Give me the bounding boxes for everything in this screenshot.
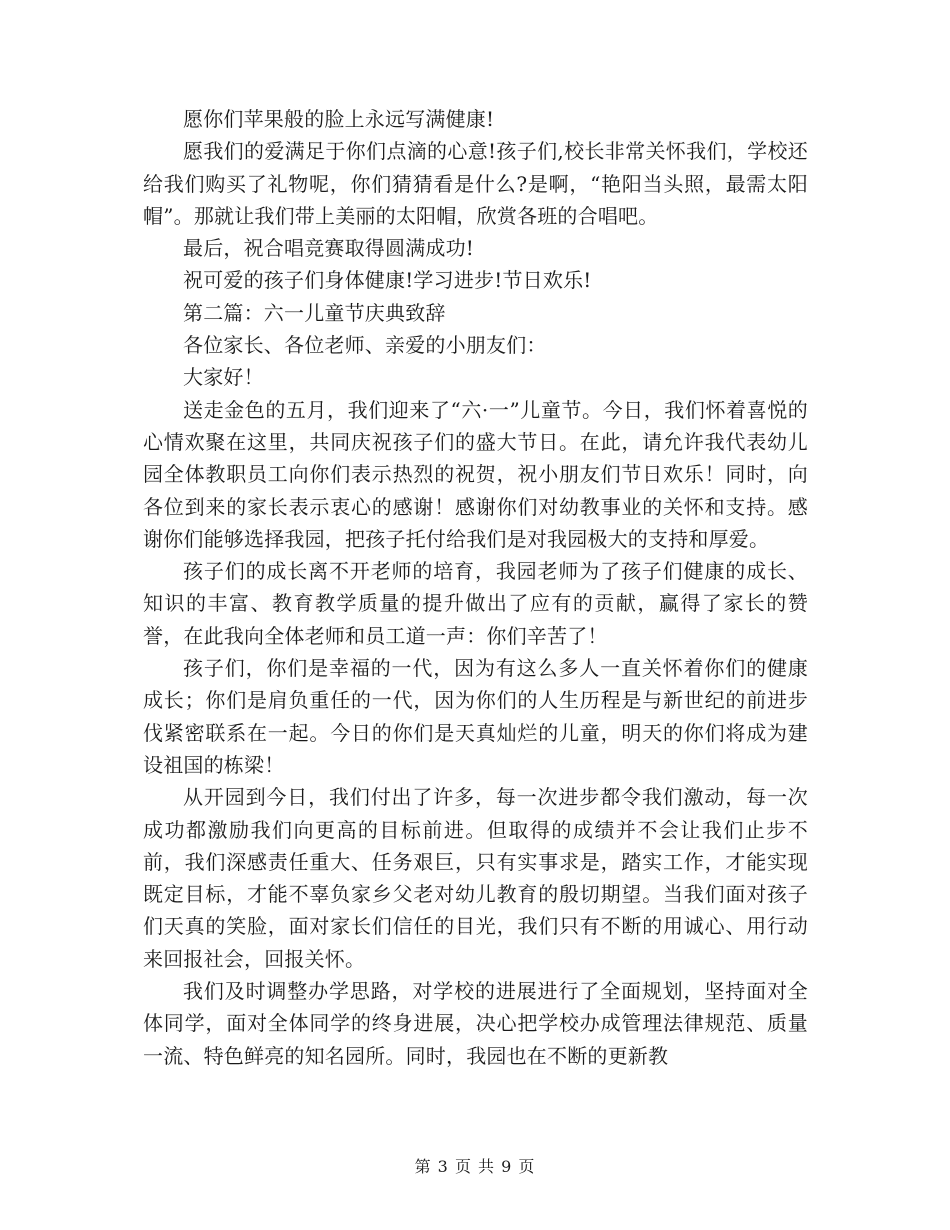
section-heading: 第二篇：六一儿童节庆典致辞 bbox=[183, 300, 446, 325]
paragraph: 孩子们，你们是幸福的一代，因为有这么多人一直关怀着你们的健康成长；你们是肩负重任的一代，因为你们的人生历程是与新世纪的前进步伐紧密联系在一起。今日的你们是天真灿烂的儿童，明天的你们将成为建设祖国的栋梁！ bbox=[143, 656, 808, 777]
greeting: 大家好！ bbox=[183, 365, 264, 390]
document-body bbox=[143, 103, 808, 1072]
paragraph: 最后，祝合唱竞赛取得圆满成功! bbox=[183, 236, 475, 261]
paragraph: 祝可爱的孩子们身体健康!学习进步!节日欢乐! bbox=[183, 268, 592, 293]
paragraph: 愿我们的爱满足于你们点滴的心意!孩子们,校长非常关怀我们，学校还给我们购买了礼物呢，你们猜猜看是什么?是啊，“艳阳当头照，最需太阳帽”。那就让我们带上美丽的太阳帽，欣赏各班的合唱吧。 bbox=[143, 139, 808, 228]
salutation: 各位家长、各位老师、亲爱的小朋友们： bbox=[183, 333, 547, 358]
paragraph: 愿你们苹果般的脸上永远写满健康! bbox=[183, 107, 495, 131]
page-number-footer: 第 3 页 共 9 页 bbox=[414, 1157, 536, 1176]
paragraph: 孩子们的成长离不开老师的培育，我园老师为了孩子们健康的成长、知识的丰富、教育教学质量的提升做出了应有的贡献，赢得了家长的赞誉，在此我向全体老师和员工道一声：你们辛苦了！ bbox=[143, 559, 808, 648]
paragraph: 送走金色的五月，我们迎来了“六·一”儿童节。今日，我们怀着喜悦的心情欢聚在这里，共同庆祝孩子们的盛大节日。在此，请允许我代表幼儿园全体教职员工向你们表示热烈的祝贺，祝小朋友们节日欢乐！同时，向各位到来的家长表示衷心的感谢！感谢你们对幼教事业的关怀和支持。感谢你们能够选择我园，把孩子托付给我们是对我园极大的支持和厚爱。 bbox=[143, 397, 808, 551]
paragraph: 从开园到今日，我们付出了许多，每一次进步都令我们激动，每一次成功都激励我们向更高的目标前进。但取得的成绩并不会让我们止步不前，我们深感责任重大、任务艰巨，只有实事求是，踏实工作，才能实现既定目标，才能不辜负家乡父老对幼儿教育的殷切期望。当我们面对孩子们天真的笑脸，面对家长们信任的目光，我们只有不断的用诚心、用行动来回报社会，回报关怀。 bbox=[143, 785, 808, 971]
paragraph: 我们及时调整办学思路，对学校的进展进行了全面规划，坚持面对全体同学，面对全体同学的终身进展，决心把学校办成管理法律规范、质量一流、特色鲜亮的知名园所。同时，我园也在不断的更新教 bbox=[143, 979, 808, 1068]
